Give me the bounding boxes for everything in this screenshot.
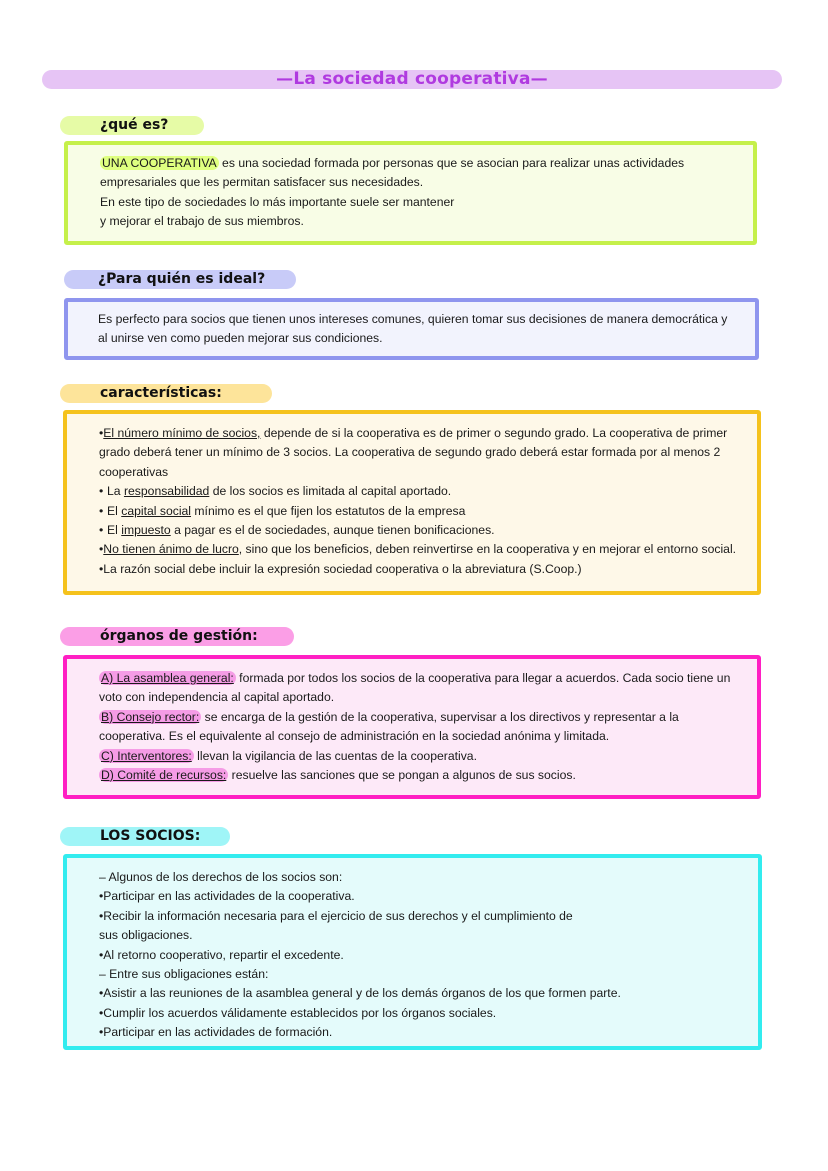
socios-box (63, 854, 762, 1050)
socios-line: •Al retorno cooperativo, repartir el excedente. (99, 947, 344, 962)
organo-b-cont: cooperativa. Es el equivalente al consejo de administración en la sociedad anónima y limitada. (99, 729, 610, 744)
heading-organos (60, 627, 294, 646)
para-quien-box (64, 298, 759, 360)
socios-line: •Asistir a las reuniones de la asamblea general y de los demás órganos de los que formen parte. (99, 986, 621, 1001)
caracteristica-item-1-cont2: cooperativas (99, 464, 169, 479)
title-banner (42, 70, 782, 89)
heading-socios-label: LOS SOCIOS: (100, 828, 201, 844)
heading-organos-label: órganos de gestión: (100, 628, 258, 644)
caracteristica-item-4: • El impuesto a pagar es el de sociedades, aunque tienen bonificaciones. (99, 523, 495, 538)
organo-a-term: A) La asamblea general: (101, 671, 234, 685)
organos-box (63, 655, 761, 799)
organo-c-term: C) Interventores: (101, 748, 192, 763)
page-title: —La sociedad cooperativa— (276, 69, 548, 89)
caracteristica-item-6: •La razón social debe incluir la expresión sociedad cooperativa o la abreviatura (S.Coop.) (99, 561, 582, 576)
socios-line: sus obligaciones. (99, 928, 193, 943)
caracteristica-item-1: •El número mínimo de socios, depende de si la cooperativa es de primer o segundo grado. La cooperativa de primer (99, 426, 728, 440)
heading-caracteristicas (60, 384, 272, 403)
heading-caracteristicas-label: características: (100, 385, 222, 401)
organo-b: B) Consejo rector: se encarga de la gestión de la cooperativa, supervisar a los directivos y representar a la (101, 709, 679, 724)
organo-a: A) La asamblea general: formada por todos los socios de la cooperativa para llegar a acuerdos. Cada socio tiene un (101, 671, 731, 685)
socios-line: •Recibir la información necesaria para el ejercicio de sus derechos y el cumplimiento de (99, 908, 573, 923)
que-es-line-3: En este tipo de sociedades lo más importante suele ser mantener (100, 194, 455, 209)
organo-d: D) Comité de recursos: resuelve las sanciones que se pongan a algunos de sus socios. (101, 768, 576, 783)
socios-line: – Algunos de los derechos de los socios son: (99, 870, 343, 884)
para-quien-line-2: al unirse ven como pueden mejorar sus condiciones. (98, 331, 383, 346)
caracteristicas-box (63, 410, 761, 595)
heading-que-es-label: ¿qué es? (100, 117, 169, 133)
organo-a-cont: voto con independencia al capital aportado. (99, 690, 335, 705)
socios-line: – Entre sus obligaciones están: (99, 967, 269, 982)
heading-socios (60, 827, 230, 846)
socios-line: •Cumplir los acuerdos válidamente establecidos por los órganos sociales. (99, 1005, 497, 1020)
socios-line: •Participar en las actividades de la cooperativa. (99, 889, 355, 904)
que-es-box (64, 141, 757, 245)
que-es-line-4: y mejorar el trabajo de sus miembros. (100, 214, 304, 229)
caracteristica-item-5: •No tienen ánimo de lucro, sino que los beneficios, deben reinvertirse en la cooperativa y en mejorar el entorno social. (99, 542, 737, 557)
socios-line: •Participar en las actividades de formación. (99, 1025, 333, 1040)
heading-que-es (60, 116, 204, 135)
para-quien-line-1: Es perfecto para socios que tienen unos intereses comunes, quieren tomar sus decisiones de manera democrática y (98, 312, 728, 326)
caracteristica-item-1-cont: grado deberá tener un mínimo de 3 socios. La cooperativa de segundo grado deberá estar formada por al menos 2 (99, 445, 721, 460)
cooperativa-term: UNA COOPERATIVA (102, 156, 217, 170)
organo-c: C) Interventores: llevan la vigilancia de las cuentas de la cooperativa. (101, 748, 477, 763)
caracteristica-item-3: • El capital social mínimo es el que fijen los estatutos de la empresa (99, 503, 466, 518)
heading-para-quien (64, 270, 296, 289)
que-es-line-1: UNA COOPERATIVA es una sociedad formada por personas que se asocian para realizar unas actividades (102, 156, 685, 170)
organo-b-term: B) Consejo rector: (101, 709, 200, 724)
que-es-line-2: empresariales que les permitan satisfacer sus necesidades. (100, 175, 424, 190)
heading-para-quien-label: ¿Para quién es ideal? (98, 271, 266, 287)
organo-d-term: D) Comité de recursos: (101, 768, 227, 783)
caracteristica-item-2: • La responsabilidad de los socios es limitada al capital aportado. (99, 484, 452, 499)
